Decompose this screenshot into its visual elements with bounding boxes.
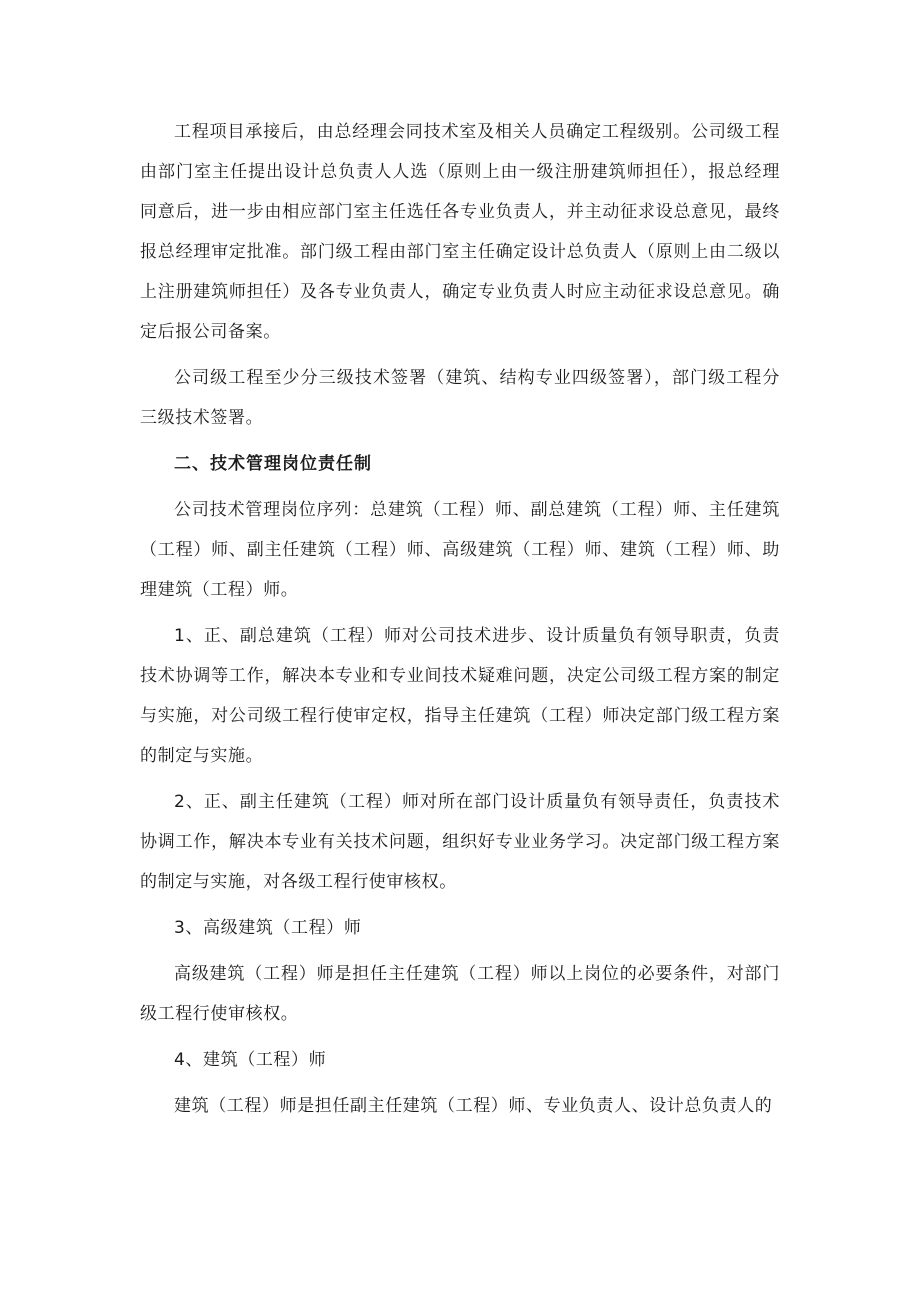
paragraph-engineer: 建筑（工程）师是担任副主任建筑（工程）师、专业负责人、设计总负责人的 (174, 1096, 773, 1116)
paragraph-director-engineer: 2、正、副主任建筑（工程）师对所在部门设计质量负有领导责任，负责技术协调工作，解决本专业有关技术问题，组织好专业业务学习。决定部门级工程方案的制定与实施，对各级工程行使审核权。 (140, 792, 780, 892)
paragraph-engineering-level: 工程项目承接后，由总经理会同技术室及相关人员确定工程级别。公司级工程由部门室主任提出设计总负责人人选（原则上由一级注册建筑师担任），报总经理同意后，进一步由相应部门室主任选任各专业负责人，并主动征求设总意见，最终报总经理审定批准。部门级工程由部门室主任确定设计总负责人（原则上由二级以上注册建筑师担任）及各专业负责人，确定专业负责人时应主动征求设总意见。确定后报公司备案。 (140, 122, 780, 342)
paragraph-chief-engineer: 1、正、副总建筑（工程）师对公司技术进步、设计质量负有领导职责，负责技术协调等工作，解决本专业和专业间技术疑难问题，决定公司级工程方案的制定与实施，对公司级工程行使审定权，指导主任建筑（工程）师决定部门级工程方案的制定与实施。 (140, 626, 780, 766)
subheading-engineer: 4、建筑（工程）师 (174, 1050, 327, 1070)
subheading-senior-engineer: 3、高级建筑（工程）师 (174, 918, 362, 938)
paragraph-senior-engineer: 高级建筑（工程）师是担任主任建筑（工程）师以上岗位的必要条件，对部门级工程行使审核权。 (140, 964, 780, 1024)
paragraph-position-sequence: 公司技术管理岗位序列：总建筑（工程）师、副总建筑（工程）师、主任建筑（工程）师、副主任建筑（工程）师、高级建筑（工程）师、建筑（工程）师、助理建筑（工程）师。 (140, 500, 780, 600)
paragraph-technical-signature: 公司级工程至少分三级技术签署（建筑、结构专业四级签署），部门级工程分三级技术签署。 (140, 368, 780, 428)
section-heading: 二、技术管理岗位责任制 (174, 454, 372, 474)
